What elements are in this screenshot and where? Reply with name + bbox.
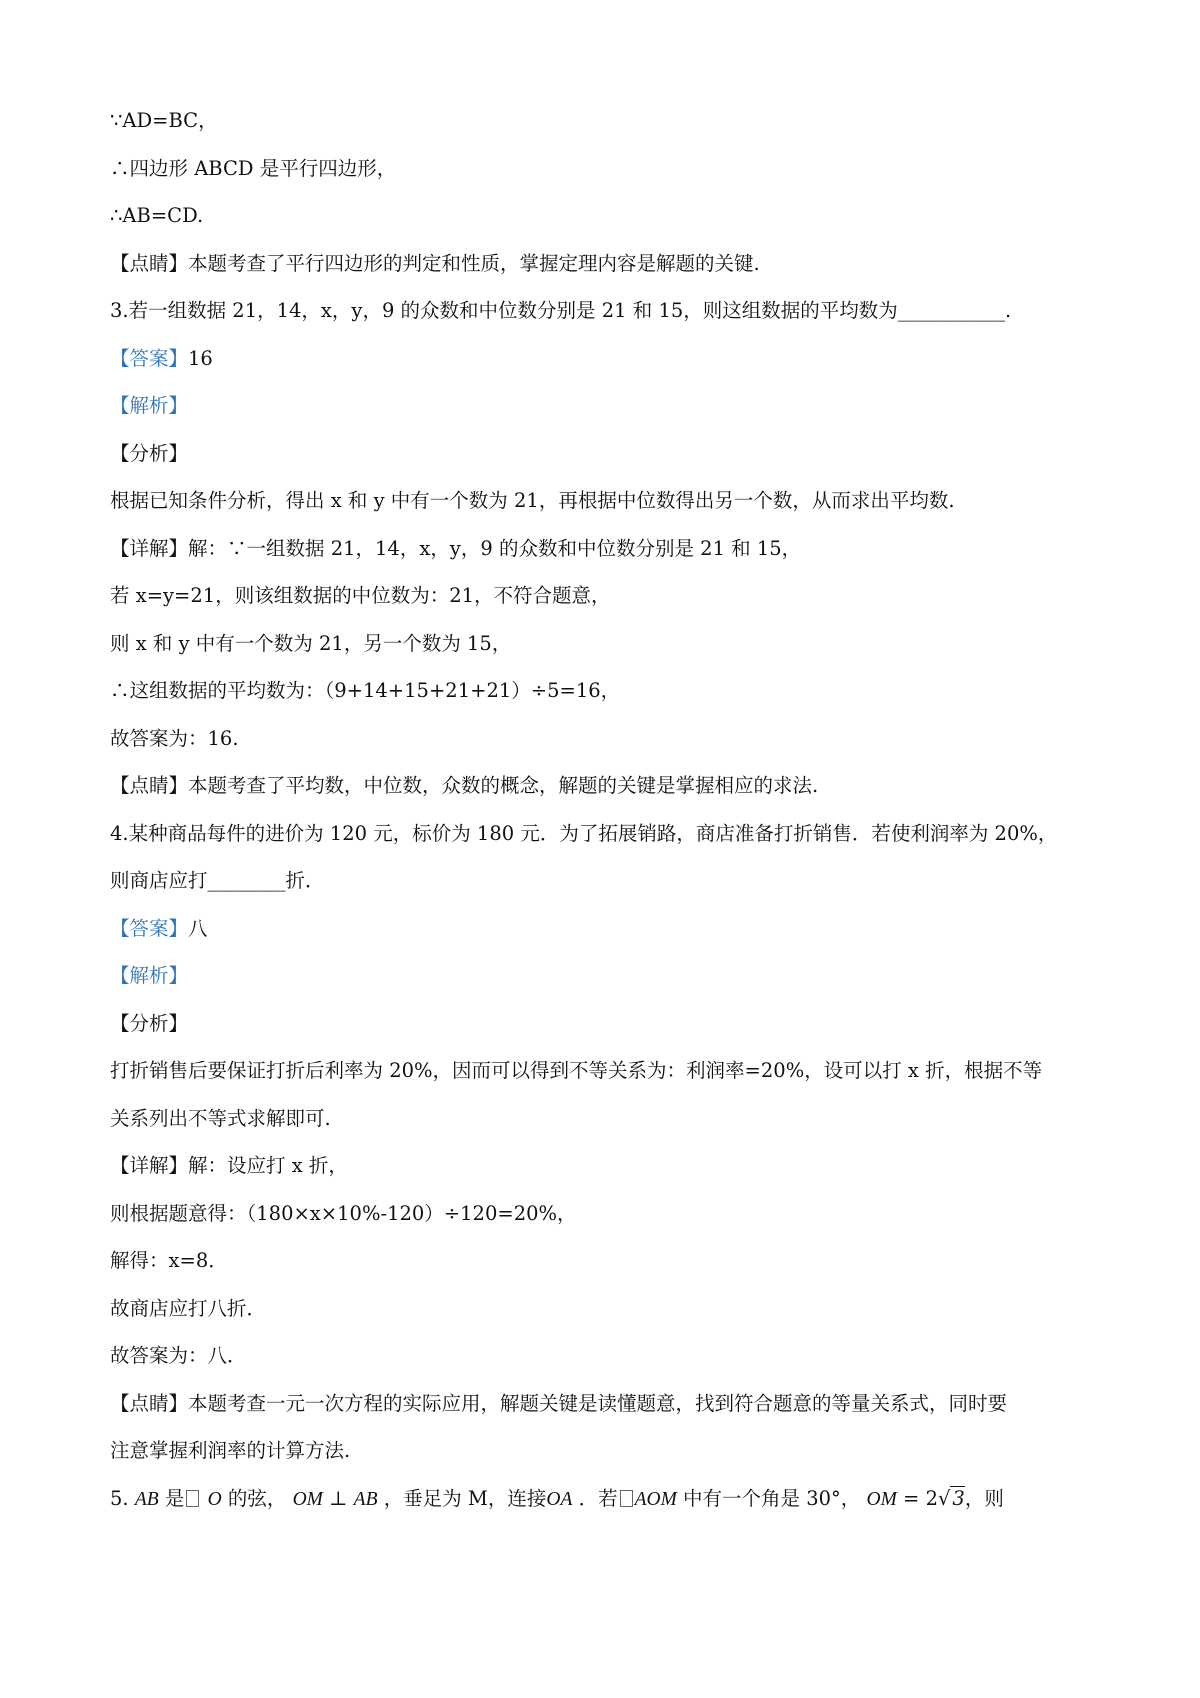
sqrt-radicand: 3: [952, 1486, 965, 1510]
section-tag-blue: 【解析】: [110, 394, 189, 417]
q5-text-4: ．若: [578, 1486, 618, 1510]
section-tag-blue: 【答案】: [110, 346, 189, 370]
q5-om: OM: [292, 1488, 323, 1510]
text-line: [110, 1047, 1100, 1095]
text-line: [110, 715, 1100, 763]
q5-om-2: OM: [866, 1488, 897, 1510]
q5-perp: ⊥: [322, 1486, 354, 1510]
q5-oa: OA: [546, 1488, 573, 1510]
q5-chord-ab: AB: [134, 1488, 159, 1510]
line-text: 则根据题意得：（180×x×10%-120）÷120=20%，: [110, 1201, 577, 1225]
sqrt-expression: √ 3: [937, 1486, 965, 1510]
triangle-symbol-icon: [620, 1490, 633, 1507]
line-text: 故商店应打八折．: [110, 1296, 267, 1320]
q5-circle-o: O: [207, 1488, 222, 1510]
text-line: [110, 240, 1100, 288]
line-text: 本题考查一元一次方程的实际应用，解题关键是读懂题意，找到符合题意的等量关系式，同时要: [188, 1391, 1008, 1415]
q5-aom: AOM: [634, 1488, 677, 1510]
q5-number: 5.: [110, 1486, 129, 1510]
section-tag-blue: 【解析】: [110, 964, 189, 987]
document-body: [110, 97, 1100, 1475]
line-text: 则 x 和 y 中有一个数为 21，另一个数为 15，: [110, 631, 512, 655]
text-line: [110, 430, 1100, 478]
text-line: [110, 905, 1100, 953]
q5-ab-2: AB: [353, 1488, 378, 1510]
text-line: [110, 1000, 1100, 1048]
line-text: 4.某种商品每件的进价为 120 元，标价为 180 元．为了拓展销路，商店准备打折销售．若使利润率为 20%，: [110, 821, 1058, 845]
text-line: [110, 762, 1100, 810]
line-text: 3.若一组数据 21，14，x，y，9 的众数和中位数分别是 21 和 15，则这组数据的平均数为___________.: [110, 299, 1012, 322]
section-tag: 【分析】: [110, 1011, 189, 1035]
line-text: 16: [188, 346, 213, 370]
line-text: 若 x=y=21，则该组数据的中位数为：21，不符合题意，: [110, 584, 611, 607]
text-line: [110, 1380, 1100, 1428]
line-text: 故答案为：八．: [110, 1344, 247, 1367]
text-line: [110, 810, 1100, 858]
text-line: [110, 1142, 1100, 1190]
line-text: ∴AB=CD.: [110, 204, 204, 227]
line-text: 注意掌握利润率的计算方法.: [110, 1439, 351, 1462]
text-line: [110, 97, 1100, 145]
q5-text-6: ，则: [964, 1486, 1004, 1510]
section-tag: 【点睛】: [110, 251, 189, 275]
text-line: [110, 145, 1100, 193]
text-line: [110, 1332, 1100, 1380]
section-tag: 【点睛】: [110, 774, 189, 797]
document-page: [110, 97, 1100, 1522]
line-text: ∴四边形 ABCD 是平行四边形，: [110, 156, 397, 180]
text-line: [110, 525, 1100, 573]
text-line: [110, 335, 1100, 383]
text-line: [110, 572, 1100, 620]
line-text: 本题考查了平均数，中位数，众数的概念，解题的关键是掌握相应的求法.: [188, 774, 819, 797]
section-tag: 【点睛】: [110, 1391, 189, 1415]
line-text: 则商店应打________折．: [110, 869, 325, 892]
text-line: [110, 1237, 1100, 1285]
line-text: 打折销售后要保证打折后利率为 20%，因而可以得到不等关系为：利润率=20%，设可以打 x 折，根据不等: [110, 1059, 1043, 1082]
line-text: ∴这组数据的平均数为：（9+14+15+21+21）÷5=16，: [110, 679, 621, 702]
section-tag: 【详解】: [110, 536, 189, 560]
line-text: 本题考查了平行四边形的判定和性质，掌握定理内容是解题的关键.: [188, 251, 760, 275]
text-line: [110, 857, 1100, 905]
text-line: [110, 1095, 1100, 1143]
section-tag: 【详解】: [110, 1154, 189, 1177]
text-line: [110, 477, 1100, 525]
text-line: [110, 1285, 1100, 1333]
circle-symbol-icon: [186, 1490, 199, 1507]
q5-text-1: 是: [164, 1486, 185, 1510]
text-line: [110, 192, 1100, 240]
section-tag-blue: 【答案】: [110, 916, 189, 940]
line-text: 根据已知条件分析，得出 x 和 y 中有一个数为 21，再根据中位数得出另一个数，从而求出平均数.: [110, 489, 955, 512]
line-text: 解得：x=8．: [110, 1249, 228, 1272]
section-tag: 【分析】: [110, 441, 189, 465]
text-line: [110, 667, 1100, 715]
text-line: [110, 1190, 1100, 1238]
text-line: [110, 287, 1100, 335]
text-line: [110, 952, 1100, 1000]
text-line: [110, 382, 1100, 430]
question-5-line: [110, 1475, 1100, 1523]
q5-equals: = 2: [896, 1486, 938, 1510]
q5-text-5: 中有一个角是 30°，: [683, 1486, 861, 1510]
line-text: 解：∵一组数据 21，14，x，y，9 的众数和中位数分别是 21 和 15，: [188, 536, 802, 560]
line-text: 关系列出不等式求解即可.: [110, 1106, 331, 1130]
q5-text-2: 的弦，: [227, 1486, 287, 1510]
q5-text-3: ，垂足为 M，连接: [383, 1486, 547, 1510]
line-text: 故答案为：16.: [110, 726, 239, 750]
text-line: [110, 1427, 1100, 1475]
line-text: 八: [188, 916, 208, 940]
line-text: 解：设应打 x 折，: [188, 1154, 348, 1177]
text-line: [110, 620, 1100, 668]
line-text: ∵AD=BC，: [110, 109, 218, 132]
